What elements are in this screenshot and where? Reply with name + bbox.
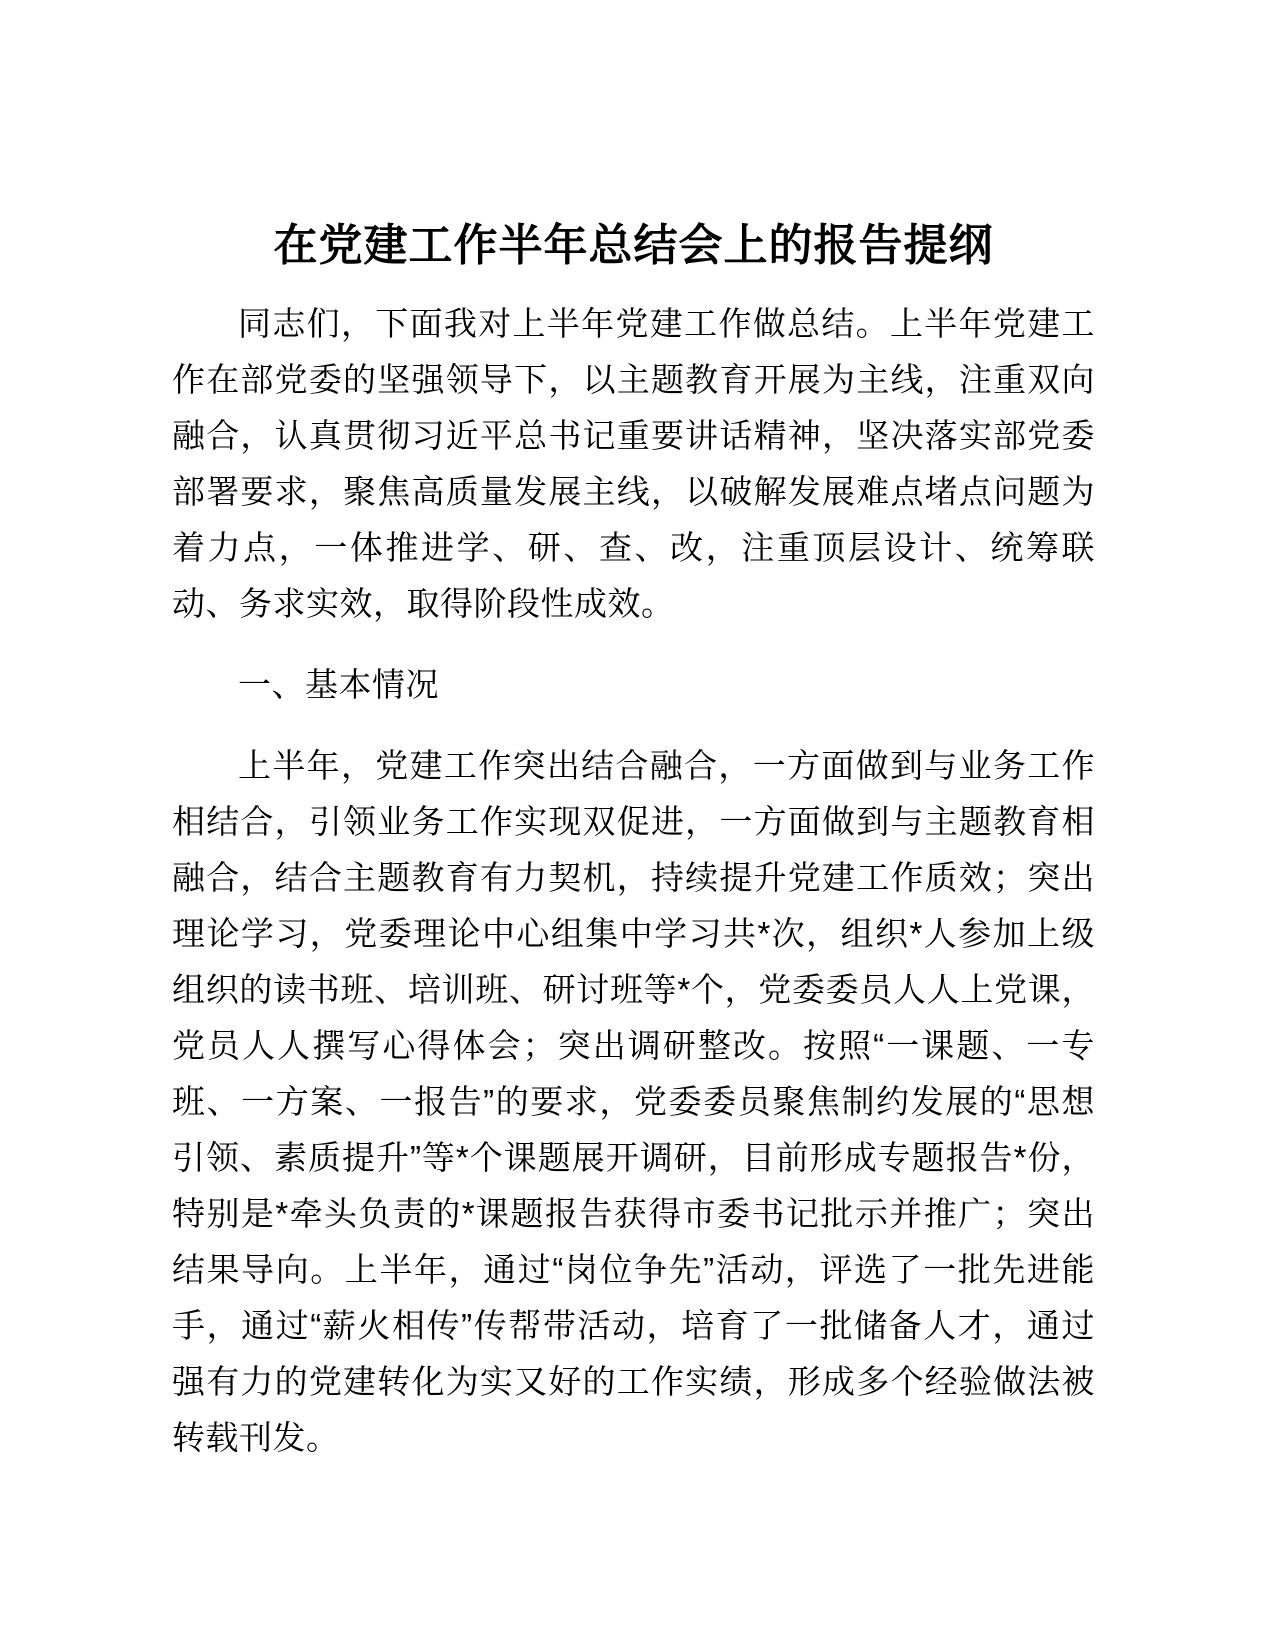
document-title: 在党建工作半年总结会上的报告提纲 bbox=[273, 221, 994, 270]
paragraph-section-body: 上半年，党建工作突出结合融合，一方面做到与业务工作相结合，引领业务工作实现双促进，一方面做到与主题教育相融合，结合主题教育有力契机，持续提升党建工作质效；突出理论学习，党委理论中心组集中学习共*次，组织*人参加上级组织的读书班、培训班、研讨班等*个，党委委员人人上党课，党员人人撰写心得体会；突出调研整改。按照“一课题、一专班、一方案、一报告”的要求，党委委员聚焦制约发展的“思想引领、素质提升”等*个课题展开调研，目前形成专题报告*份，特别是*牵头负责的*课题报告获得市委书记批示并推广；突出结果导向。上半年，通过“岗位争先”活动，评选了一批先进能手，通过“薪火相传”传帮带活动，培育了一批储备人才，通过强有力的党建转化为实又好的工作实绩，形成多个经验做法被转载刊发。 bbox=[172, 747, 1095, 1456]
section-heading-basic-situation: 一、基本情况 bbox=[238, 666, 439, 703]
paragraph-intro: 同志们，下面我对上半年党建工作做总结。上半年党建工作在部党委的坚强领导下，以主题教育开展为主线，注重双向融合，认真贯彻习近平总书记重要讲话精神，坚决落实部党委部署要求，聚焦高质量发展主线，以破解发展难点堵点问题为着力点，一体推进学、研、查、改，注重顶层设计、统筹联动、务求实效，取得阶段性成效。 bbox=[172, 305, 1095, 622]
